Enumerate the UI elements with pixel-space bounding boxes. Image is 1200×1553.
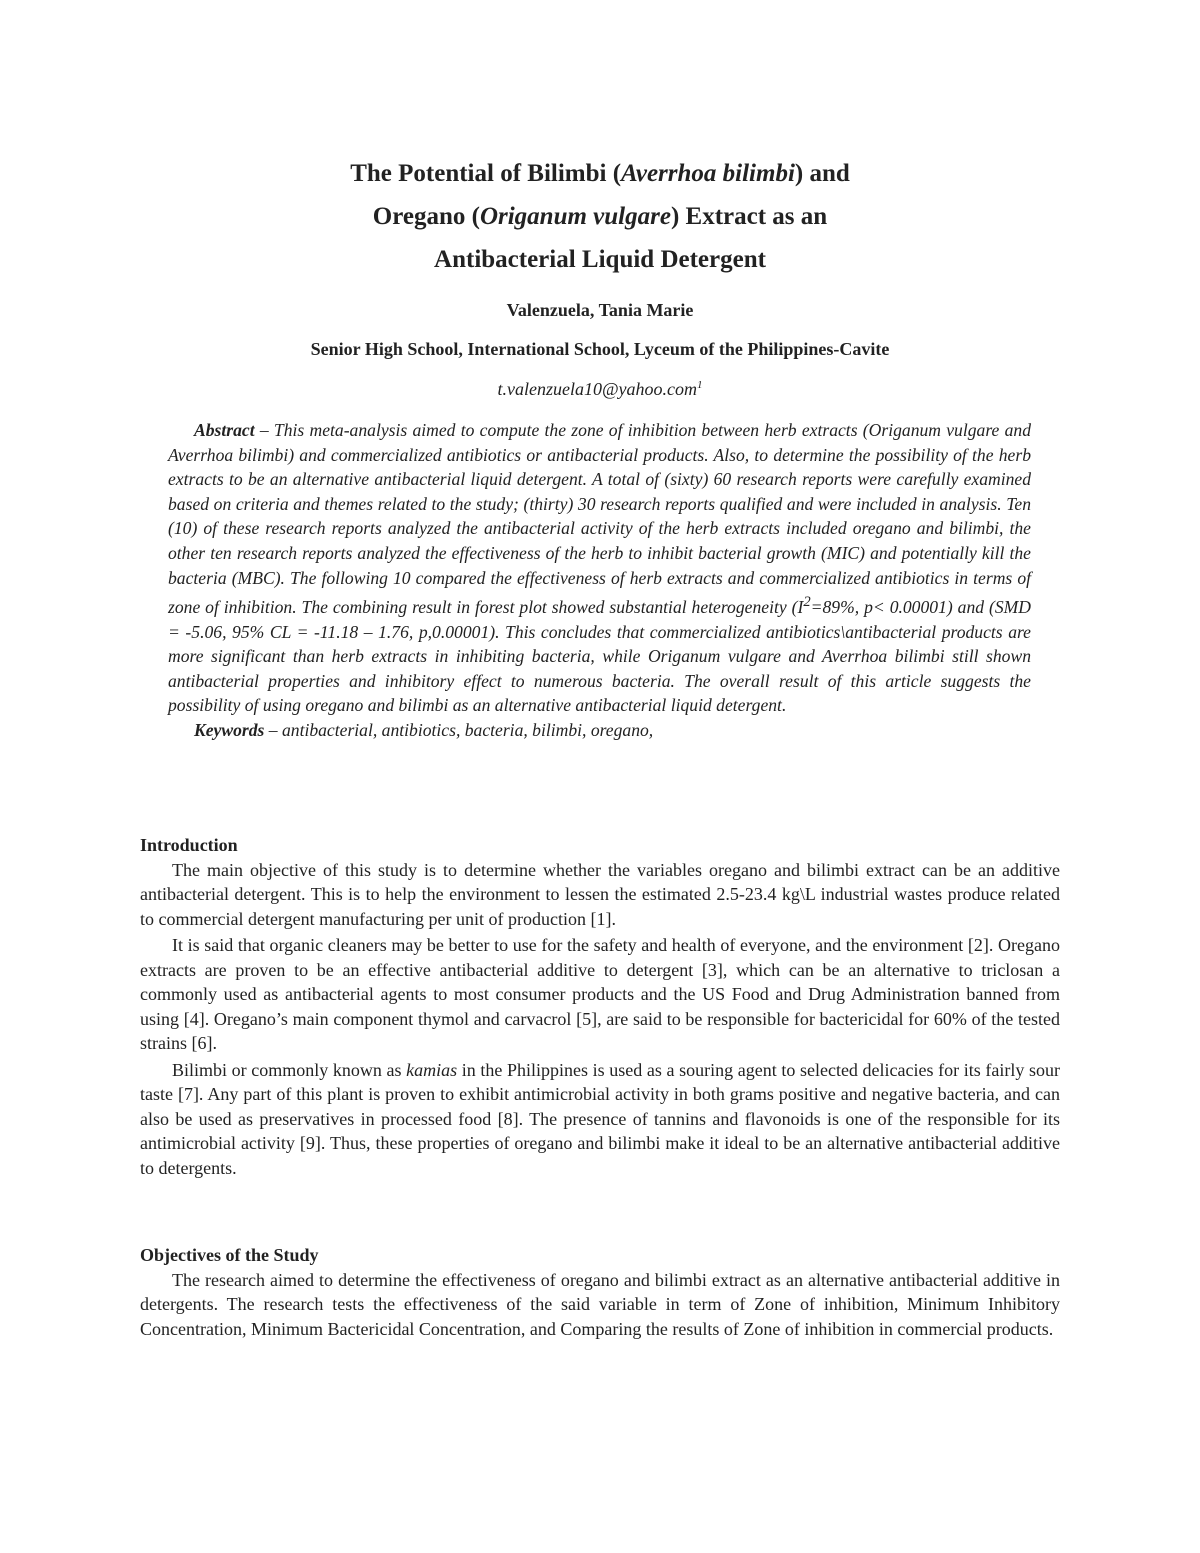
title-line-3: Antibacterial Liquid Detergent bbox=[434, 246, 766, 273]
title-text: ) Extract as an bbox=[670, 203, 828, 230]
author-affiliation: Senior High School, International School, Lyceum of the Philippines-Cavite bbox=[310, 339, 890, 359]
title-line-2 bbox=[140, 195, 1060, 238]
introduction-paragraph-1: The main objective of this study is to determine whether the variables oregano and bilimbi extract can be an additive antibacterial detergent. This is to help the environment to lessen the estimated 2.5-23.4 kg\L industrial wastes produce related to commercial detergent manufacturing per unit of production [1]. bbox=[140, 859, 1060, 929]
paragraph-text: in the Philippines is used as a souring agent to selected delicacies for its fairly sour taste [7]. Any part of this plant is proven to exhibit antimicrobial activity in both grams positive and negative bacteria, and can also be used as preservatives in processed food [8]. The presence of tannins and flavonoids is one of the responsible for its antimicrobial activity [9]. Thus, these properties of oregano and bilimbi make it ideal to be an alternative antibacterial additive to detergents. bbox=[140, 1059, 1060, 1178]
title-line-1 bbox=[140, 152, 1060, 195]
title-text: Oregano ( bbox=[372, 203, 480, 230]
abstract-label: Abstract bbox=[194, 420, 255, 440]
abstract-superscript: 2 bbox=[803, 594, 811, 611]
introduction-paragraph-2: It is said that organic cleaners may be better to use for the safety and health of everyone, and the environment [2]. Oregano extracts are proven to be an effective antibacterial additive to detergent [3], which can be an alternative to triclosan a commonly used as antibacterial agents to most consumer products and the US Food and Drug Administration banned from using [4]. Oregano’s main component thymol and carvacrol [5], are said to be responsible for bactericidal for 60% of the tested strains [6]. bbox=[140, 935, 1060, 1053]
abstract-text-continued: =89%, p< 0.00001) and (SMD = -5.06, 95% CL = -11.18 – 1.76, p,0.00001). This concludes that commercialized antibiotics\antibacterial products are more significant than herb extracts in inhibiting bacteria, while Origanum vulgare and Averrhoa bilimbi still shown antibacterial properties and inhibitory effect to numerous bacteria. The overall result of this article suggests the possibility of using oregano and bilimbi as an alternative antibacterial liquid detergent. bbox=[168, 597, 1031, 716]
keywords-paragraph bbox=[168, 718, 1031, 743]
abstract-paragraph bbox=[168, 418, 1031, 718]
scientific-name: Origanum vulgare bbox=[479, 203, 671, 230]
objectives-paragraph: The research aimed to determine the effectiveness of oregano and bilimbi extract as an alternative antibacterial additive in detergents. The research tests the effectiveness of the said variable in term of Zone of inhibition, Minimum Inhibitory Concentration, Minimum Bactericidal Concentration, and Comparing the results of Zone of inhibition in commercial products. bbox=[140, 1269, 1060, 1339]
paper-header bbox=[140, 152, 1060, 401]
introduction-section bbox=[140, 833, 1060, 1180]
abstract-section bbox=[168, 418, 1031, 743]
email-text: t.valenzuela10@yahoo.com bbox=[497, 379, 697, 399]
objectives-section bbox=[140, 1243, 1060, 1341]
keywords-label: Keywords bbox=[194, 719, 265, 740]
scientific-name: Averrhoa bilimbi bbox=[621, 160, 795, 187]
author-name: Valenzuela, Tania Marie bbox=[506, 300, 694, 320]
keywords-text: – antibacterial, antibiotics, bacteria, bilimbi, oregano, bbox=[264, 719, 654, 740]
local-term: kamias bbox=[406, 1059, 458, 1080]
email-footnote-mark: 1 bbox=[697, 379, 703, 391]
author-email bbox=[140, 373, 1060, 401]
title-text: The Potential of Bilimbi ( bbox=[350, 160, 622, 187]
objectives-heading: Objectives of the Study bbox=[140, 1245, 319, 1265]
introduction-paragraph-3 bbox=[140, 1058, 1060, 1181]
title-text: ) and bbox=[794, 160, 850, 187]
introduction-heading: Introduction bbox=[140, 835, 238, 855]
paragraph-text: Bilimbi or commonly known as bbox=[172, 1059, 407, 1080]
abstract-text: – This meta-analysis aimed to compute the zone of inhibition between herb extracts (Origanum vulgare and Averrhoa bilimbi) and commercialized antibiotics or antibacterial products. Also, to determine the possibility of the herb extracts to be an alternative antibacterial liquid detergent. A total of (sixty) 60 research reports were carefully examined based on criteria and themes related to the study; (thirty) 30 research reports qualified and were included in analysis. Ten (10) of these research reports analyzed the antibacterial activity of the herb extracts included oregano and bilimbi, the other ten research reports analyzed the effectiveness of the herb to inhibit bacterial growth (MIC) and potentially kill the bacteria (MBC). The following 10 compared the effectiveness of herb extracts and commercialized antibiotics in terms of zone of inhibition. The combining result in forest plot showed substantial heterogeneity (I bbox=[168, 420, 1031, 618]
